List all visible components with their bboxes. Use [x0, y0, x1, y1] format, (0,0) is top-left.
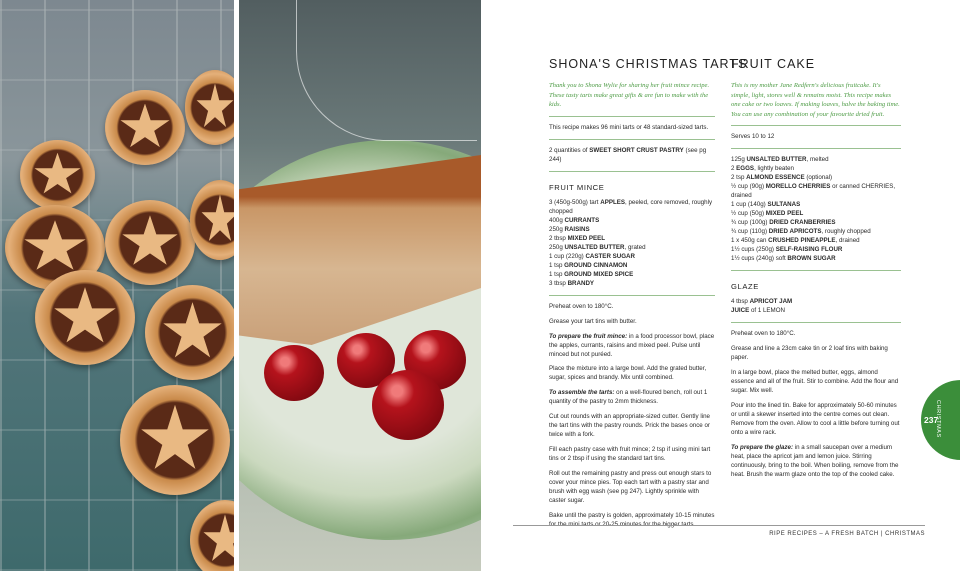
method-step: [549, 413, 715, 440]
divider: [549, 139, 715, 140]
ingredient-name: APRICOT JAM: [749, 298, 793, 306]
ingredient-item: [549, 147, 715, 165]
ingredient-detail: 125g: [731, 156, 747, 164]
step-text: in a food processor bowl, place the apples, currants, raisins and mixed peel. Pulse until minced but not puréed.: [549, 332, 715, 358]
ingredient-item: [549, 226, 715, 235]
ingredient-list: [549, 199, 715, 289]
ingredient-detail: , peeled, core removed, roughly chopped: [549, 198, 713, 215]
step-text: Preheat oven to 180°C.: [731, 330, 796, 338]
ingredient-item: [731, 246, 901, 255]
step-text: Bake until the pastry is golden, approximately 10-15 minutes: [549, 512, 715, 520]
decorative-line-art: [296, 0, 477, 141]
tart: [105, 90, 185, 165]
ingredient-name: ALMOND ESSENCE: [746, 174, 805, 182]
method-step: [731, 402, 901, 438]
step-text: Grease and line a 23cm cake tin or 2 loaf tins with baking paper.: [731, 345, 888, 362]
mince-tarts-photo: [0, 0, 234, 571]
ingredient-name: BRANDY: [567, 279, 595, 287]
ingredient-item: [549, 244, 715, 253]
step-text: Fill each pastry case with fruit mince; 2 tsp if using mini tart tins or 2 tbsp if using the standard tart tins.: [549, 446, 711, 463]
ingredient-detail: , drained: [835, 237, 860, 245]
ingredient-detail: 1 cup (140g): [731, 201, 768, 209]
divider: [549, 171, 715, 172]
ingredient-detail: ½ cup (90g): [731, 183, 766, 191]
method-step: [549, 512, 715, 530]
step-lead: To prepare the fruit mince:: [549, 332, 628, 340]
tart: [120, 385, 230, 495]
step-text: Roll out the remaining pastry and press out enough stars to cover your mince pies. Top each tart with a pastry star and brush with egg wash (see pg 247). Lightly sprinkle with caster sugar.: [549, 470, 712, 505]
ingredient-name: GROUND MIXED SPICE: [564, 270, 634, 278]
step-text: on a well-floured bench, roll out 1 quantity of the pastry to 2mm thickness.: [549, 389, 708, 406]
recipe-yield: This recipe makes 96 mini tarts or 48 standard-sized tarts.: [549, 123, 709, 131]
ingredient-name: JUICE: [731, 307, 750, 315]
ingredient-item: [731, 183, 901, 201]
recipe-page: [481, 0, 960, 571]
ingredient-item: [549, 280, 715, 289]
ingredient-name: MORELLO CHERRIES: [765, 183, 831, 191]
ingredient-detail: 1½ cups (240g) soft: [731, 255, 788, 263]
divider: [731, 270, 901, 271]
ingredient-item: [731, 201, 901, 210]
ingredient-item: [731, 210, 901, 219]
method-list: [549, 303, 715, 531]
section-heading: GLAZE: [731, 282, 759, 292]
glaze-list: [731, 298, 901, 316]
ingredient-detail: , roughly chopped: [821, 228, 871, 236]
method-step: [549, 470, 715, 506]
method-step: [549, 318, 715, 327]
ingredient-detail: , melted: [806, 156, 829, 164]
ingredient-detail: (optional): [804, 174, 833, 182]
step-lead: To assemble the tarts:: [549, 389, 615, 397]
ingredient-detail: 4 tbsp: [731, 298, 750, 306]
ingredient-item: [549, 271, 715, 280]
divider: [549, 116, 715, 117]
ingredient-item: [731, 298, 901, 307]
recipe-intro: This is my mother Jane Redfern's delicious fruitcake. It's simple, light, stores well & remains moist. This recipe makes one cake or two loaves. If making loaves, halve the baking time. You can use any combination of your favourite dried fruit.: [731, 82, 900, 118]
method-step: [549, 365, 715, 383]
divider: [549, 295, 715, 296]
ingredient-name: BROWN SUGAR: [787, 255, 836, 263]
cherry: [264, 345, 324, 401]
ingredient-detail: 1 x 450g can: [731, 237, 769, 245]
ingredient-name: CASTER SUGAR: [585, 252, 635, 260]
divider: [731, 125, 901, 126]
ingredient-name: SULTANAS: [767, 201, 801, 209]
method-step: [549, 389, 715, 407]
ingredient-name: GROUND CINNAMON: [564, 261, 628, 269]
ingredient-item: [731, 237, 901, 246]
ingredient-detail: 1 tsp: [549, 261, 565, 269]
ingredient-name: CURRANTS: [564, 216, 600, 224]
ingredient-name: MIXED PEEL: [765, 210, 804, 218]
ingredient-detail: 250g: [549, 243, 565, 251]
ingredient-name: UNSALTED BUTTER: [746, 156, 807, 164]
step-lead: To prepare the glaze:: [731, 443, 794, 451]
ingredient-name: SWEET SHORT CRUST PASTRY: [589, 146, 684, 154]
method-step: [549, 303, 715, 312]
ingredient-item: [549, 217, 715, 226]
step-text: In a large bowl, place the melted butter, eggs, almond essence and all of the fruit. Stir to combine. Add the flour and sugar. Mix well.: [731, 369, 899, 394]
tart: [20, 140, 95, 210]
ingredient-detail: 250g: [549, 225, 565, 233]
ingredient-item: [549, 262, 715, 271]
ingredient-name: CRUSHED PINEAPPLE: [768, 237, 836, 245]
fruit-cake-recipe: [731, 55, 901, 486]
page-number: 237: [924, 415, 939, 425]
ingredient-detail: 1 cup (220g): [549, 252, 586, 260]
recipe-intro: Thank you to Shona Wylie for sharing her fruit mince recipe. These tasty tarts make great gifts & are fun to make with the kids.: [549, 82, 710, 109]
footer-rule: [513, 525, 925, 526]
ingredient-detail: 3 tbsp: [549, 279, 568, 287]
ingredient-name: APPLES: [600, 198, 626, 206]
ingredient-item: [549, 199, 715, 217]
ingredient-item: [731, 307, 901, 316]
ingredient-detail: or canned CHERRIES, drained: [731, 183, 896, 200]
ingredient-name: EGGS: [736, 165, 755, 173]
ingredient-name: UNSALTED BUTTER: [564, 243, 625, 251]
method-step: [731, 345, 901, 363]
tart: [35, 270, 135, 365]
cherry: [372, 370, 444, 440]
step-text: Place the mixture into a large bowl. Add the grated butter, sugar, spices and brandy. Mix until combined.: [549, 365, 707, 382]
ingredient-detail: ½ cup (50g): [731, 210, 766, 218]
ingredient-detail: , grated: [624, 243, 646, 251]
step-text: Preheat oven to 180°C.: [549, 302, 614, 310]
ingredient-detail: 1 tsp: [549, 270, 565, 278]
ingredient-detail: (see pg 244): [549, 146, 707, 163]
section-heading: FRUIT MINCE: [549, 182, 605, 192]
ingredient-detail: 400g: [549, 216, 565, 224]
step-text: in a small saucepan over a medium heat, place the apricot jam and lemon juice. Stirring continuously, bring to the boil. When boiling, remove from the heat. Brush the warm glaze onto the top of the cooled cake.: [731, 443, 899, 478]
ingredient-item: [549, 253, 715, 262]
ingredient-list: [731, 156, 901, 264]
method-step: [731, 369, 901, 396]
ingredient-name: DRIED APRICOTS: [768, 228, 822, 236]
method-step: [549, 446, 715, 464]
method-step: [731, 330, 901, 339]
ingredient-item: [731, 228, 901, 237]
ingredient-item: [549, 235, 715, 244]
ingredient-detail: 2: [731, 165, 737, 173]
ingredient-item: [731, 255, 901, 264]
tart: [105, 200, 195, 285]
fruit-cake-photo: [239, 0, 481, 571]
ingredient-detail: 2 tsp: [731, 174, 747, 182]
ingredient-detail: , lightly beaten: [754, 165, 794, 173]
section-tab-label: CHRISTMAS: [935, 400, 941, 438]
ingredient-name: DRIED CRANBERRIES: [769, 219, 836, 227]
ingredient-name: SELF-RAISING FLOUR: [775, 246, 843, 254]
ingredient-detail: of 1 LEMON: [749, 307, 785, 315]
ingredient-detail: ¾ cup (100g): [731, 219, 770, 227]
ingredient-item: [731, 165, 901, 174]
step-text: Pour into the lined tin. Bake for approximately 50-60 minutes or until a skewer inserted into the centre comes out clean. Remove from the oven. Allow to cool a little before turning out onto a wire rack.: [731, 401, 900, 436]
ingredient-detail: 1½ cups (250g): [731, 246, 776, 254]
method-list: [731, 330, 901, 480]
recipe-title: FRUIT CAKE: [731, 57, 816, 71]
ingredient-detail: 2 quantities of: [549, 146, 590, 154]
step-text: Grease your tart tins with butter.: [549, 317, 637, 325]
divider: [731, 148, 901, 149]
ingredient-detail: 2 tbsp: [549, 234, 568, 242]
running-footer: RIPE RECIPES – A FRESH BATCH | CHRISTMAS: [769, 531, 925, 537]
ingredient-item: [731, 219, 901, 228]
ingredient-item: [731, 156, 901, 165]
recipe-title: SHONA'S CHRISTMAS TARTS: [549, 57, 748, 71]
method-step: [549, 333, 715, 360]
step-text: Cut out rounds with an appropriate-sized cutter. Gently line the tart tins with the pastry rounds. Prick the bases once or twice with a fork.: [549, 413, 710, 439]
method-step: [731, 444, 901, 480]
ingredient-name: MIXED PEEL: [567, 234, 606, 242]
pastry-list: [549, 147, 715, 165]
tart: [145, 285, 234, 380]
divider: [731, 322, 901, 323]
ingredient-detail: 3 (450g-500g) tart: [549, 198, 601, 206]
recipe-serves: Serves 10 to 12: [731, 133, 775, 141]
ingredient-detail: ¾ cup (110g): [731, 228, 769, 236]
ingredient-name: RAISINS: [564, 225, 590, 233]
ingredient-item: [731, 174, 901, 183]
